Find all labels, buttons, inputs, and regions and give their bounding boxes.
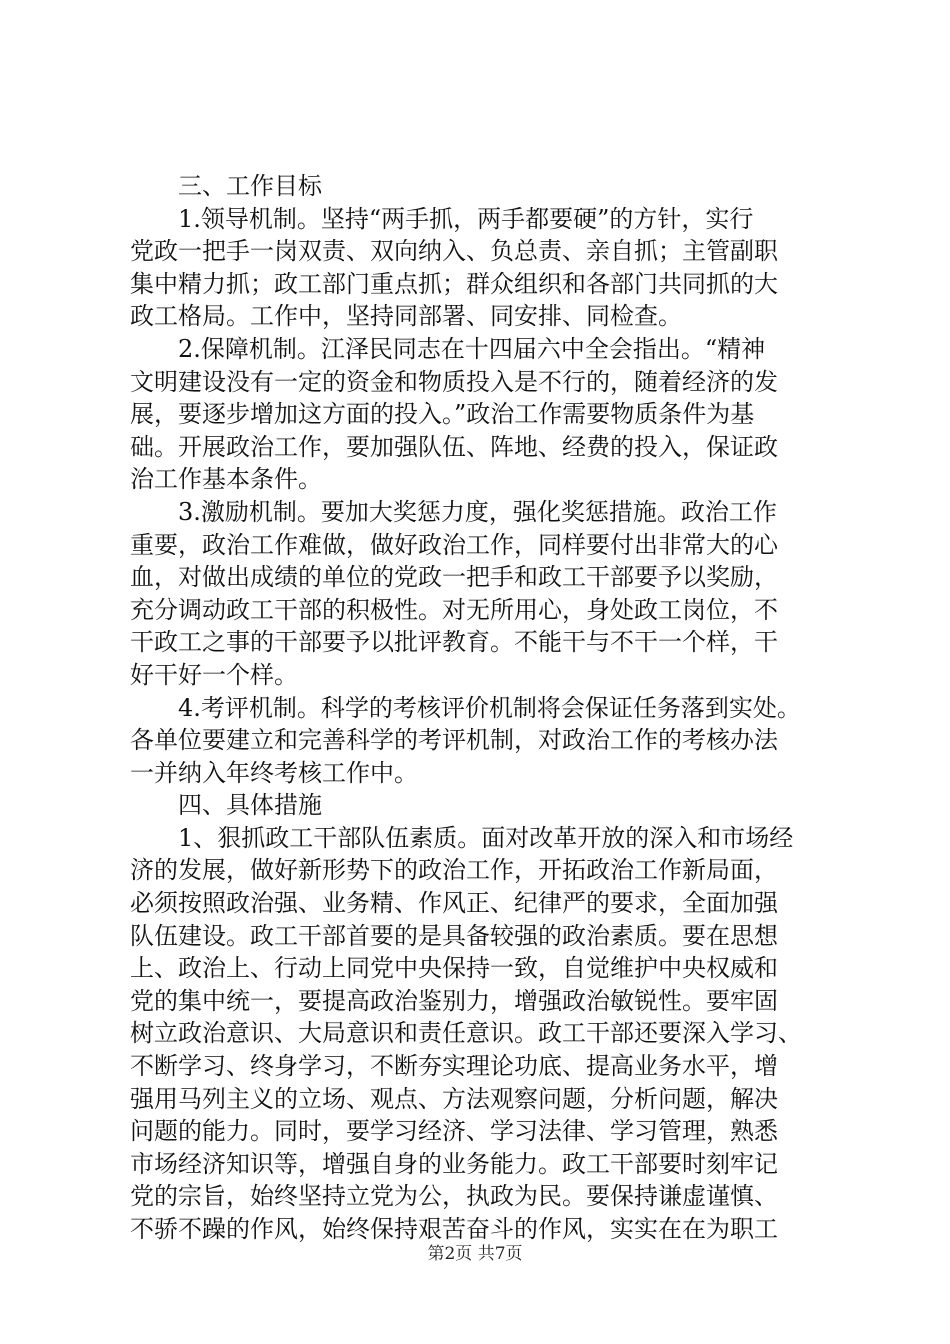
- text-line: 充分调动政工干部的积极性。对无所用心，身处政工岗位，不: [130, 595, 778, 624]
- text-line: 不骄不躁的作风，始终保持艰苦奋斗的作风，实实在在为职工: [130, 1215, 778, 1243]
- document-body: [130, 170, 846, 1246]
- text-line: 济的发展，做好新形势下的政治工作，开拓政治工作新局面，: [130, 856, 778, 885]
- text-line: 集中精力抓；政工部门重点抓；群众组织和各部门共同抓的大: [130, 269, 778, 298]
- text-line: 各单位要建立和完善科学的考评机制，对政治工作的考核办法: [130, 726, 778, 755]
- text-line: 血，对做出成绩的单位的党政一把手和政工干部要予以奖励，: [130, 563, 778, 592]
- text-line: 2.保障机制。江泽民同志在十四届六中全会指出。“精神: [178, 334, 766, 363]
- text-line: 四、具体措施: [178, 791, 322, 820]
- text-line: 1.领导机制。坚持“两手抓，两手都要硬”的方针，实行: [178, 204, 754, 233]
- text-line: 1、狠抓政工干部队伍素质。面对改革开放的深入和市场经: [178, 823, 794, 852]
- text-line: 治工作基本条件。: [130, 465, 322, 494]
- text-line: 不断学习、终身学习，不断夯实理论功底、提高业务水平，增: [130, 1052, 778, 1081]
- text-line: 干政工之事的干部要予以批评教育。不能干与不干一个样，干: [130, 628, 778, 657]
- text-line: 党的集中统一，要提高政治鉴别力，增强政治敏锐性。要牢固: [130, 986, 778, 1015]
- text-line: 础。开展政治工作，要加强队伍、阵地、经费的投入，保证政: [130, 432, 778, 461]
- text-line: 一并纳入年终考核工作中。: [130, 758, 418, 787]
- text-line: 3.激励机制。要加大奖惩力度，强化奖惩措施。政治工作: [178, 497, 777, 526]
- text-line: 三、工作目标: [178, 172, 322, 200]
- text-line: 展，要逐步增加这方面的投入。”政治工作需要物质条件为基: [130, 400, 755, 429]
- text-line: 党政一把手一岗双责、双向纳入、负总责、亲自抓；主管副职: [130, 237, 778, 266]
- text-line: 4.考评机制。科学的考核评价机制将会保证任务落到实处。: [178, 693, 801, 722]
- page-footer: 第2页 共7页: [427, 1244, 523, 1264]
- text-line: 上、政治上、行动上同党中央保持一致，自觉维护中央权威和: [130, 954, 778, 983]
- text-line: 好干好一个样。: [130, 660, 298, 689]
- text-line: 必须按照政治强、业务精、作风正、纪律严的要求，全面加强: [130, 889, 778, 918]
- text-line: 市场经济知识等，增强自身的业务能力。政工干部要时刻牢记: [130, 1149, 778, 1178]
- text-line: 问题的能力。同时，要学习经济、学习法律、学习管理，熟悉: [130, 1117, 778, 1146]
- text-line: 队伍建设。政工干部首要的是具备较强的政治素质。要在思想: [130, 921, 778, 950]
- text-line: 重要，政治工作难做，做好政治工作，同样要付出非常大的心: [130, 530, 778, 559]
- text-line: 树立政治意识、大局意识和责任意识。政工干部还要深入学习、: [130, 1019, 802, 1048]
- text-line: 强用马列主义的立场、观点、方法观察问题，分析问题，解决: [130, 1084, 778, 1113]
- text-line: 政工格局。工作中，坚持同部署、同安排、同检查。: [130, 302, 682, 331]
- text-line: 党的宗旨，始终坚持立党为公，执政为民。要保持谦虚谨慎、: [130, 1182, 778, 1211]
- text-line: 文明建设没有一定的资金和物质投入是不行的，随着经济的发: [130, 367, 778, 396]
